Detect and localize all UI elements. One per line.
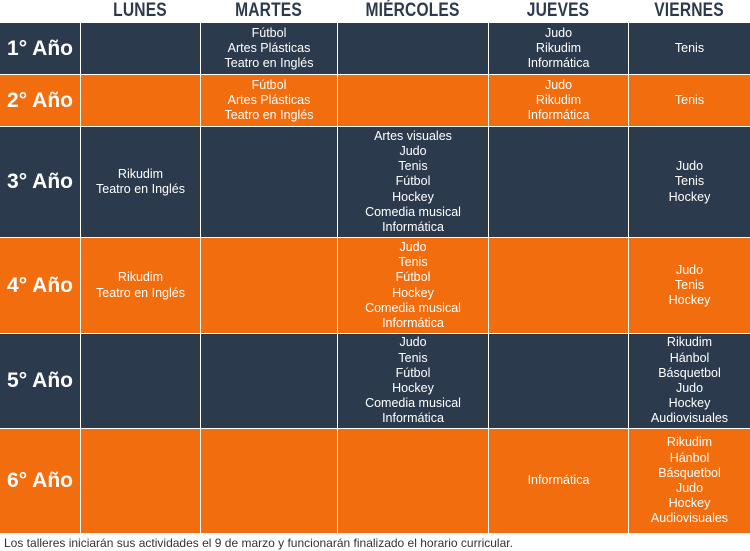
schedule-row xyxy=(0,22,750,74)
schedule-cell-viernes xyxy=(628,126,750,237)
footer-note: Los talleres iniciarán sus actividades el 9 de marzo y funcionarán finalizado el horario curricular. xyxy=(4,536,513,550)
activity-item: Tenis xyxy=(674,40,705,55)
activity-item: Judo xyxy=(675,159,704,174)
activity-item: Fútbol xyxy=(251,25,287,40)
schedule-row xyxy=(0,74,750,126)
schedule-cell-martes xyxy=(200,22,337,74)
activity-item: Judo xyxy=(399,239,427,254)
activity-item: Judo xyxy=(675,381,704,395)
activity-item: Judo xyxy=(399,335,427,350)
activity-item: Básquetbol xyxy=(658,465,721,480)
schedule-cell-jueves xyxy=(488,74,628,126)
schedule-cell-martes xyxy=(200,428,337,533)
activity-item: Teatro en Inglés xyxy=(224,56,314,71)
activity-item: Teatro en Inglés xyxy=(224,108,314,123)
activity-item: Audiovisuales xyxy=(650,411,729,426)
activity-item: Fútbol xyxy=(395,174,431,189)
activity-item: Judo xyxy=(544,25,573,40)
schedule-cell-miercoles xyxy=(337,74,488,126)
schedule-cell-lunes xyxy=(80,333,200,428)
activity-item: Hockey xyxy=(668,396,711,411)
activity-item: Artes Plásticas xyxy=(227,40,311,55)
activity-item: Comedia musical xyxy=(365,396,461,411)
schedule-header xyxy=(0,0,750,22)
schedule-row xyxy=(0,237,750,333)
activity-item: Hockey xyxy=(668,189,711,204)
schedule-cell-martes xyxy=(200,237,337,333)
schedule-cell-jueves xyxy=(488,428,628,533)
schedule-cell-miercoles xyxy=(337,126,488,237)
activity-item: Tenis xyxy=(674,92,705,107)
year-cell xyxy=(0,237,80,333)
schedule-cell-lunes xyxy=(80,428,200,533)
schedule-cell-martes xyxy=(200,333,337,428)
activity-item: Rikudim xyxy=(117,270,164,285)
activity-item: Judo xyxy=(399,143,427,158)
year-cell xyxy=(0,126,80,237)
activity-item: Rikudim xyxy=(117,166,164,181)
schedule-cell-jueves xyxy=(488,126,628,237)
schedule-cell-jueves xyxy=(488,237,628,333)
year-label: 4° Año xyxy=(7,273,73,297)
activity-item: Fútbol xyxy=(251,77,287,92)
schedule-cell-martes xyxy=(200,126,337,237)
year-cell xyxy=(0,333,80,428)
schedule-row xyxy=(0,428,750,533)
activity-item: Informática xyxy=(527,473,590,488)
year-label: 2° Año xyxy=(7,88,73,112)
schedule-grid xyxy=(0,22,750,533)
schedule-cell-miercoles xyxy=(337,333,488,428)
activity-item: Tenis xyxy=(674,277,705,292)
year-cell xyxy=(0,22,80,74)
schedule-cell-martes xyxy=(200,74,337,126)
schedule-cell-jueves xyxy=(488,22,628,74)
activity-item: Fútbol xyxy=(395,270,431,285)
header-day-viernes: VIERNES xyxy=(654,0,724,21)
schedule-cell-viernes xyxy=(628,74,750,126)
activity-item: Rikudim xyxy=(666,435,713,450)
activity-item: Artes visuales xyxy=(374,128,452,143)
activity-item: Rikudim xyxy=(535,40,582,55)
activity-item: Informática xyxy=(382,411,444,426)
activity-item: Comedia musical xyxy=(365,204,461,219)
activity-item: Hánbol xyxy=(669,450,710,465)
activity-item: Tenis xyxy=(398,159,428,174)
activity-item: Judo xyxy=(675,481,704,495)
activity-item: Informática xyxy=(382,220,444,234)
year-label: 6° Año xyxy=(7,469,73,493)
year-label: 5° Año xyxy=(7,369,73,393)
activity-item: Hockey xyxy=(392,285,434,300)
header-day-lunes: LUNES xyxy=(113,0,167,21)
schedule-cell-viernes xyxy=(628,22,750,74)
schedule-cell-miercoles xyxy=(337,22,488,74)
schedule-row xyxy=(0,333,750,428)
activity-item: Rikudim xyxy=(535,92,582,107)
header-day-miercoles: MIÉRCOLES xyxy=(365,0,460,21)
activity-item: Teatro en Inglés xyxy=(96,182,185,196)
activity-item: Tenis xyxy=(398,255,428,270)
activity-item: Audiovisuales xyxy=(650,511,729,526)
schedule-cell-miercoles xyxy=(337,428,488,533)
schedule-row xyxy=(0,126,750,237)
schedule-cell-viernes xyxy=(628,237,750,333)
activity-item: Fútbol xyxy=(395,365,431,380)
activity-item: Judo xyxy=(675,262,704,277)
year-cell xyxy=(0,74,80,126)
schedule-cell-jueves xyxy=(488,333,628,428)
activity-item: Teatro en Inglés xyxy=(96,285,185,300)
header-day-martes: MARTES xyxy=(235,0,302,21)
activity-item: Básquetbol xyxy=(658,365,721,380)
activity-item: Judo xyxy=(544,77,573,92)
activity-item: Artes Plásticas xyxy=(227,92,311,107)
schedule-cell-viernes xyxy=(628,428,750,533)
activity-item: Hockey xyxy=(668,293,711,308)
activity-item: Rikudim xyxy=(666,335,713,350)
schedule-cell-miercoles xyxy=(337,237,488,333)
activity-item: Tenis xyxy=(398,350,428,365)
activity-item: Comedia musical xyxy=(365,300,461,315)
schedule-cell-lunes xyxy=(80,22,200,74)
activity-item: Hockey xyxy=(392,189,434,204)
schedule-cell-lunes xyxy=(80,74,200,126)
activity-item: Tenis xyxy=(674,174,705,189)
activity-item: Hockey xyxy=(392,381,434,395)
activity-item: Informática xyxy=(382,315,444,330)
activity-item: Hockey xyxy=(668,496,711,511)
year-label: 1° Año xyxy=(7,36,73,60)
activity-item: Hánbol xyxy=(669,350,710,365)
year-label: 3° Año xyxy=(7,170,73,194)
year-cell xyxy=(0,428,80,533)
activity-item: Informática xyxy=(527,108,590,123)
header-day-jueves: JUEVES xyxy=(526,0,590,21)
schedule-cell-viernes xyxy=(628,333,750,428)
activity-item: Informática xyxy=(527,56,590,71)
schedule-cell-lunes xyxy=(80,126,200,237)
schedule-cell-lunes xyxy=(80,237,200,333)
